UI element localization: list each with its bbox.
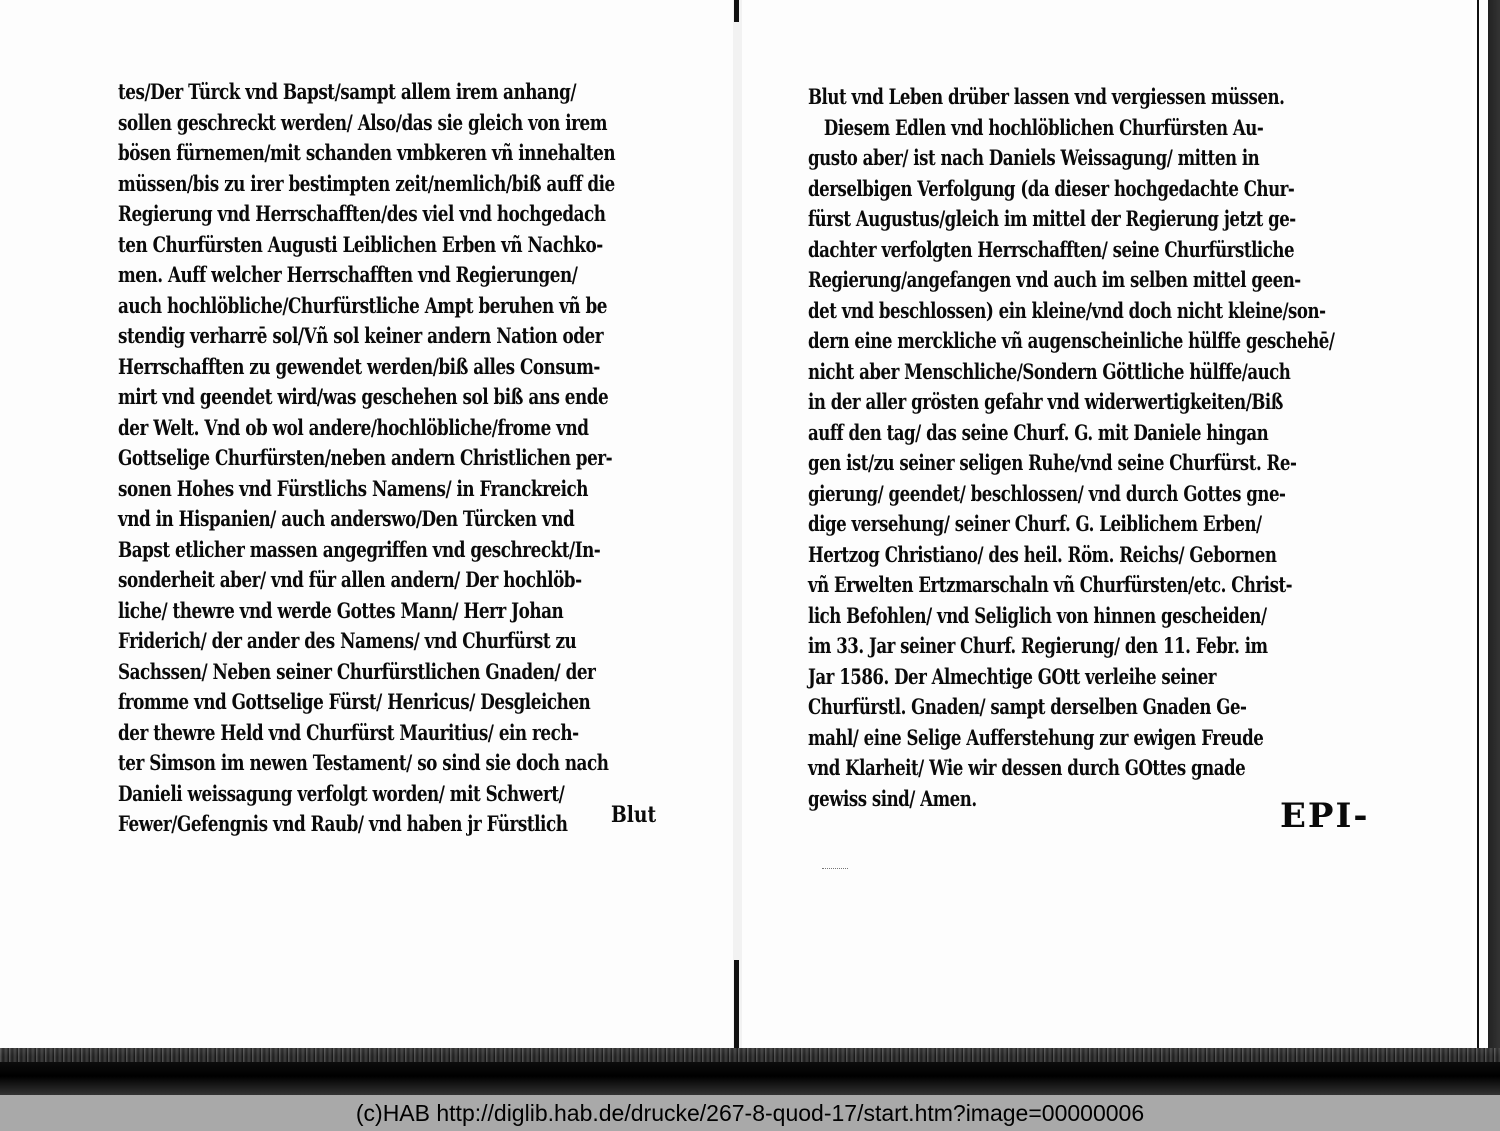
right_page-line: Hertzog Christiano/ des heil. Röm. Reichs/ Gebornen <box>808 541 1277 567</box>
left_page-line: Regierung vnd Herrschafften/des viel vnd hochgedach <box>118 201 606 226</box>
right_page-line: auff den tag/ das seine Churf. G. mit Daniele hingan <box>808 419 1269 445</box>
left_page-line: Friderich/ der ander des Namens/ vnd Churfürst zu <box>118 628 577 653</box>
left_page-line: vnd in Hispanien/ auch anderswo/Den Türcken vnd <box>118 506 575 531</box>
gutter-shadow-top <box>734 0 739 22</box>
right-page-text <box>808 82 1334 814</box>
left_page-line: auch hochlöbliche/Churfürstliche Ampt beruhen vñ be <box>118 292 607 318</box>
ink-speck <box>822 868 848 871</box>
left_page-line: men. Auff welcher Herrschafften vnd Regierungen/ <box>118 262 578 287</box>
page-edge-shadow <box>1474 0 1500 1050</box>
right_page-line: gewiss sind/ Amen. <box>808 785 977 811</box>
left_page-line: Bapst etlicher massen angegriffen vnd geschreckt/In- <box>118 536 601 562</box>
right_page-line: mahl/ eine Selige Aufferstehung zur ewigen Freude <box>808 724 1264 750</box>
right_page-line: Diesem Edlen vnd hochlöblichen Churfürsten Au- <box>808 114 1264 140</box>
right_page-line: gen ist/zu seiner seligen Ruhe/vnd seine Churfürst. Re- <box>808 450 1297 475</box>
right_page-line: vnd Klarheit/ Wie wir dessen durch GOttes gnade <box>808 755 1246 780</box>
left_page-line: der thewre Held vnd Churfürst Mauritius/ ein rech- <box>118 719 579 745</box>
left_page-line: Danieli weissagung verfolgt worden/ mit Schwert/ <box>118 780 565 806</box>
left_page-line: ten Churfürsten Augusti Leiblichen Erben vñ Nachko- <box>118 231 603 257</box>
right_page-line: gierung/ geendet/ beschlossen/ vnd durch Gottes gne- <box>808 480 1286 506</box>
left_page-line: Herrschafften zu gewendet werden/biß alles Consum- <box>118 353 600 379</box>
left_page-line: sonderheit aber/ vnd für allen andern/ Der hochlöb- <box>118 567 582 592</box>
right_page-line: Blut vnd Leben drüber lassen vnd vergiessen müssen. <box>808 84 1285 109</box>
right_page-line: vñ Erwelten Ertzmarschaln vñ Churfürsten/etc. Christ- <box>808 572 1293 597</box>
left_page-line: müssen/bis zu irer bestimpten zeit/nemlich/biß auff die <box>118 170 615 196</box>
right_page-line: nicht aber Menschliche/Sondern Göttliche hülffe/auch <box>808 358 1291 384</box>
right_page-line: Jar 1586. Der Almechtige GOtt verleihe seiner <box>808 663 1217 689</box>
left_page-line: mirt vnd geendet wird/was geschehen sol biß ans ende <box>118 384 609 409</box>
right_page-line: Regierung/angefangen vnd auch im selben mittel geen- <box>808 267 1301 292</box>
right_page-line: derselbigen Verfolgung (da dieser hochgedachte Chur- <box>808 175 1295 201</box>
footer-bar <box>0 1095 1500 1131</box>
gutter-shadow-bottom <box>734 960 739 1050</box>
right-page-catchword: EPI- <box>1280 796 1370 836</box>
book-gutter <box>733 0 742 1050</box>
left_page-line: Gottselige Churfürsten/neben andern Christlichen per- <box>118 445 613 470</box>
right_page-line: fürst Augustus/gleich im mittel der Regierung jetzt ge- <box>808 206 1296 231</box>
right_page-line: gusto aber/ ist nach Daniels Weissagung/ mitten in <box>808 145 1260 170</box>
left_page-line: Sachssen/ Neben seiner Churfürstlichen Gnaden/ der <box>118 658 596 684</box>
right_page-line: im 33. Jar seiner Churf. Regierung/ den 11. Febr. im <box>808 633 1268 658</box>
right_page-line: det vnd beschlossen) ein kleine/vnd doch nicht kleine/son- <box>808 297 1326 323</box>
left_page-line: liche/ thewre vnd werde Gottes Mann/ Herr Johan <box>118 597 564 623</box>
left-page-text <box>118 77 615 840</box>
left_page-line: stendig verharrē sol/Vñ sol keiner andern Nation oder <box>118 323 604 348</box>
right_page-line: dige versehung/ seiner Churf. G. Leiblichem Erben/ <box>808 511 1262 536</box>
right_page-line: lich Befohlen/ vnd Seliglich von hinnen gescheiden/ <box>808 602 1267 628</box>
left_page-line: sonen Hohes vnd Fürstlichs Namens/ in Franckreich <box>118 475 589 501</box>
left_page-line: sollen geschreckt werden/ Also/das sie gleich von irem <box>118 109 608 135</box>
footer-credit: (c)HAB http://diglib.hab.de/drucke/267-8-quod-17/start.htm?image=00000006 <box>355 1100 1145 1126</box>
left_page-line: bösen fürnemen/mit schanden vmbkeren vñ innehalten <box>118 140 616 165</box>
left_page-line: Fewer/Gefengnis vnd Raub/ vnd haben jr Fürstlich <box>118 811 568 836</box>
scan-bottom-shadow <box>0 1048 1500 1095</box>
left_page-line: tes/Der Türck vnd Bapst/sampt allem irem anhang/ <box>118 79 576 104</box>
right_page-line: dachter verfolgten Herrschafften/ seine Churfürstliche <box>808 236 1295 262</box>
right_page-line: Churfürstl. Gnaden/ sampt derselben Gnaden Ge- <box>808 694 1247 719</box>
right_page-line: dern eine merckliche vñ augenscheinliche hülffe geschehē/ <box>808 328 1335 353</box>
left_page-line: der Welt. Vnd ob wol andere/hochlöbliche/frome vnd <box>118 414 589 440</box>
left_page-line: fromme vnd Gottselige Fürst/ Henricus/ Desgleichen <box>118 689 591 714</box>
left-page-catchword: Blut <box>611 802 657 828</box>
right_page-line: in der aller grösten gefahr vnd widerwertigkeiten/Biß <box>808 389 1283 414</box>
left_page-line: ter Simson im newen Testament/ so sind sie doch nach <box>118 750 609 775</box>
